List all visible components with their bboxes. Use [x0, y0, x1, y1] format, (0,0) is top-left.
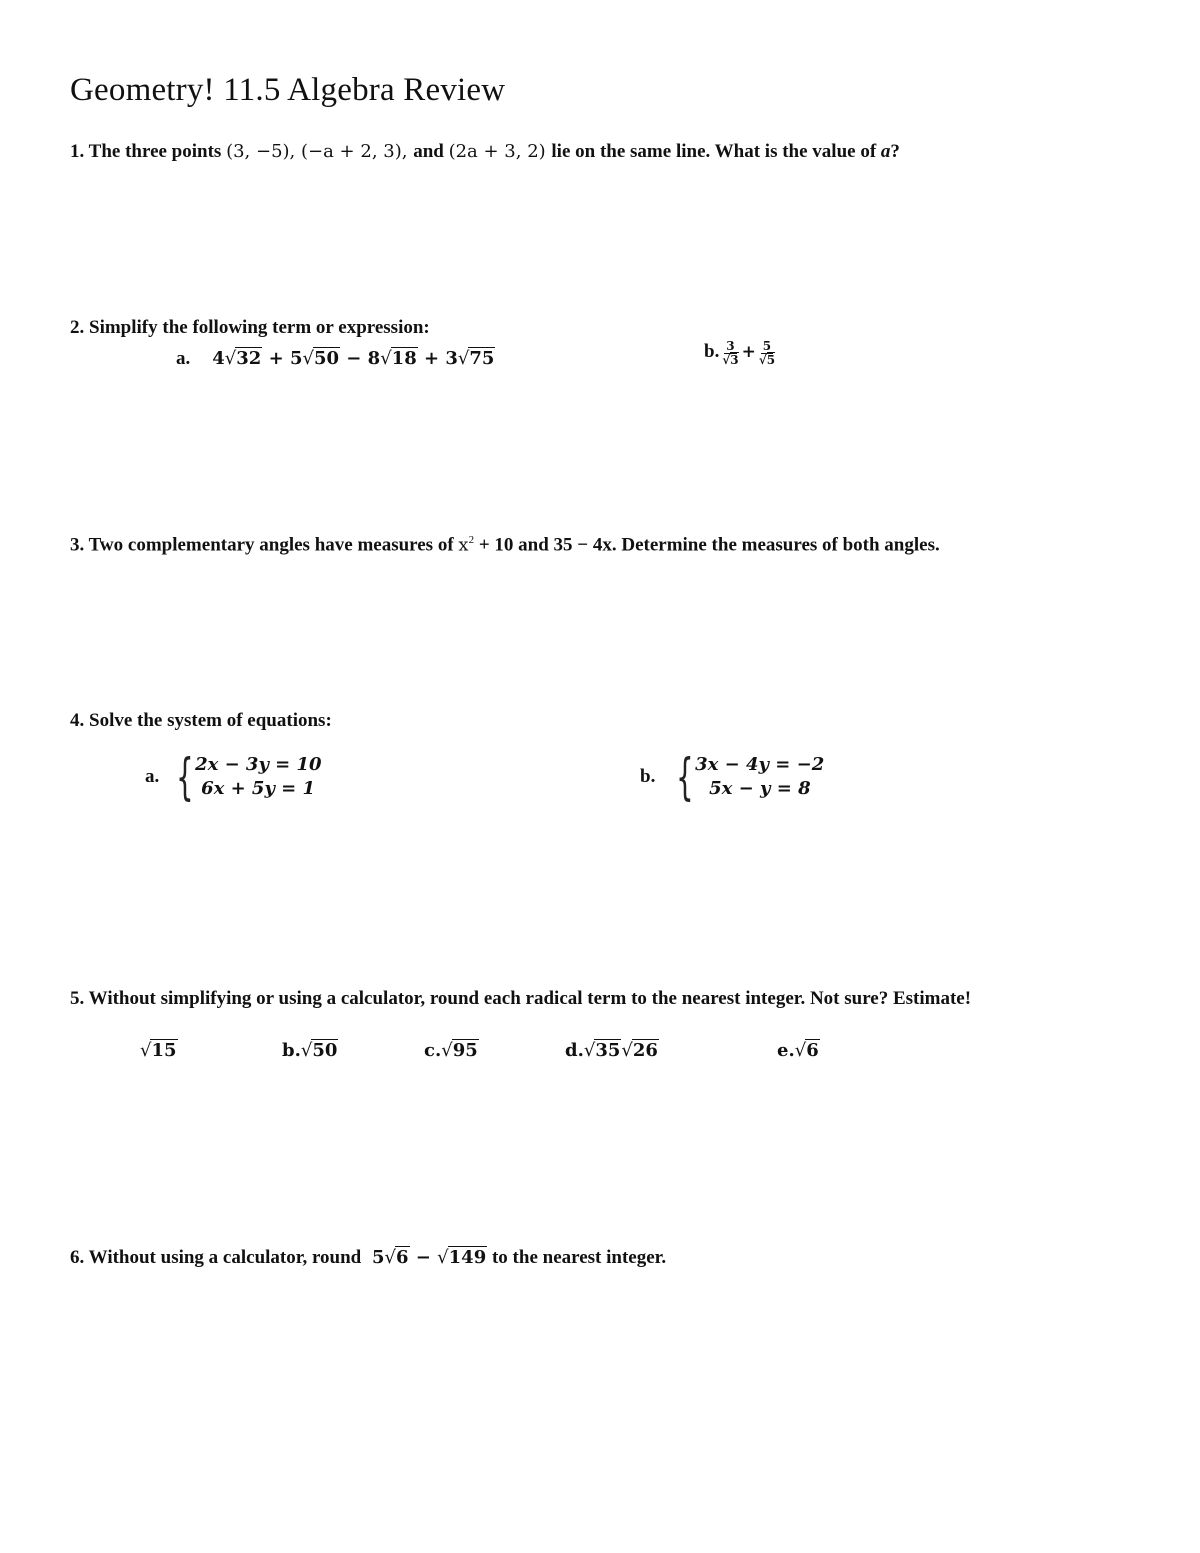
equation-system — [640, 748, 825, 806]
q5-item-c — [424, 1040, 479, 1061]
question-6 — [70, 1247, 666, 1269]
q2-a-label: a. — [176, 348, 191, 369]
q1-variable: a — [880, 141, 891, 162]
q4-part-b — [640, 748, 825, 806]
q5-item-d — [565, 1040, 659, 1061]
radical: √50 — [300, 1040, 338, 1061]
term-coef: 5 — [371, 1247, 385, 1268]
question-3 — [70, 534, 940, 556]
q1-tail: lie on the same line. What is the value of — [551, 141, 881, 162]
radicand: 26 — [632, 1040, 658, 1061]
denominator: √5 — [758, 352, 776, 367]
radical: √75 — [457, 348, 495, 369]
q5-d-label: d. — [565, 1040, 584, 1061]
q2-part-b — [704, 340, 778, 366]
q3-text-before: 3. Two complementary angles have measures of — [70, 534, 459, 556]
page-title: Geometry! 11.5 Algebra Review — [70, 72, 506, 108]
radicand: 18 — [391, 348, 417, 369]
q4-a-label: a. — [145, 766, 160, 787]
equation-1: 2x − 3y = 10 — [195, 753, 322, 775]
q5-item-b — [282, 1040, 338, 1061]
question-2-prompt: 2. Simplify the following term or expression: — [70, 317, 430, 338]
radical: √6 — [384, 1247, 409, 1268]
radicand: 15 — [151, 1040, 177, 1061]
radical: √35 — [583, 1040, 621, 1061]
operator: + — [262, 348, 290, 369]
term-coef: 5 — [289, 348, 303, 369]
operator: − — [409, 1247, 438, 1268]
radical: √32 — [224, 348, 262, 369]
q5-b-label: b. — [282, 1040, 301, 1061]
plus-sign: + — [741, 341, 756, 362]
equations — [695, 753, 824, 802]
q5-item-a — [140, 1040, 178, 1061]
equation-system — [145, 748, 322, 806]
equations — [195, 753, 322, 802]
brace-icon: { — [176, 748, 194, 806]
radical: √50 — [302, 348, 340, 369]
q1-point-2: (−a + 2, 3), — [301, 141, 414, 162]
q4-part-a — [145, 748, 322, 806]
numerator: 3 — [726, 339, 735, 353]
radicand: 6 — [806, 1040, 819, 1061]
q5-c-label: c. — [424, 1040, 442, 1061]
q5-e-label: e. — [777, 1040, 795, 1061]
radical: √26 — [621, 1040, 658, 1061]
q4-b-label: b. — [640, 766, 656, 787]
radical: √149 — [437, 1247, 487, 1268]
radicand: 75 — [469, 348, 495, 369]
term-coef: 4 — [212, 348, 225, 369]
term-coef: 8 — [367, 348, 381, 369]
fraction — [758, 340, 776, 366]
q6-before: 6. Without using a calculator, round — [70, 1247, 366, 1268]
numerator: 5 — [762, 339, 772, 353]
equation-2: 6x + 5y = 1 — [201, 778, 316, 799]
radicand: 50 — [312, 1040, 338, 1061]
q6-after: to the nearest integer. — [487, 1247, 667, 1268]
term-coef: 3 — [445, 348, 458, 369]
operator: − — [340, 348, 368, 369]
radicand: 149 — [448, 1247, 487, 1268]
fraction — [721, 340, 739, 366]
question-4-prompt: 4. Solve the system of equations: — [70, 710, 332, 731]
q2-b-label: b. — [704, 340, 720, 362]
equation-1: 3x − 4y = −2 — [695, 753, 825, 775]
radical: √6 — [794, 1040, 819, 1061]
q3-exponent: 2 — [468, 534, 475, 546]
radicand: 32 — [236, 348, 262, 369]
q1-end: ? — [890, 141, 900, 162]
q1-and: and — [413, 141, 449, 162]
radicand: 95 — [452, 1040, 478, 1061]
q6-expression — [372, 1247, 487, 1268]
q5-item-e — [777, 1040, 820, 1061]
q3-x: x — [458, 534, 469, 556]
radical: √18 — [380, 348, 417, 369]
operator: + — [417, 348, 446, 369]
q1-point-1: (3, −5), — [226, 141, 301, 162]
question-5-prompt: 5. Without simplifying or using a calculator, round each radical term to the nearest integer. Not sure? Estimate! — [70, 988, 972, 1009]
radical: √95 — [441, 1040, 478, 1061]
q2-part-a — [176, 348, 495, 370]
radical: √15 — [140, 1040, 177, 1061]
radicand: 50 — [313, 348, 340, 369]
brace-icon: { — [676, 748, 694, 806]
q2-a-expression — [212, 348, 495, 369]
question-1 — [70, 141, 900, 163]
denominator: √3 — [722, 352, 739, 367]
radicand: 6 — [396, 1247, 409, 1268]
equation-2: 5x − y = 8 — [709, 778, 811, 799]
radicand: 35 — [595, 1040, 621, 1061]
q3-text-after: + 10 and 35 − 4x. Determine the measures of both angles. — [474, 534, 940, 556]
q1-lead: 1. The three points — [70, 141, 227, 162]
q1-point-3: (2a + 3, 2) — [448, 141, 552, 162]
